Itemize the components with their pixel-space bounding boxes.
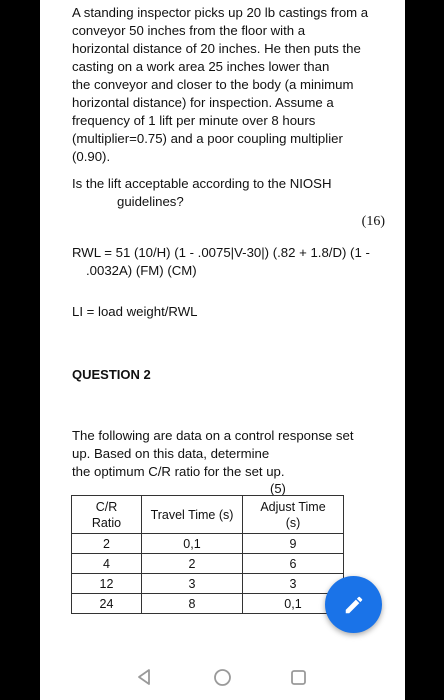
cell-travel: 0,1 [142,534,243,554]
android-navigation-bar [40,648,405,700]
text-line: RWL = 51 (10/H) (1 - .0075|V-30|) (.82 + 1.8/D) (1 - [72,245,370,260]
text-line: horizontal distance) for inspection. Assume a [72,95,334,110]
header-text: (s) [285,515,301,530]
header-adjust-time [243,496,344,534]
header-text: C/R [95,499,118,514]
cell-adjust: 3 [243,574,344,594]
cell-travel: 3 [142,574,243,594]
question1-paragraph [72,4,392,166]
back-icon[interactable] [136,668,152,686]
text-line: guidelines? [117,194,184,209]
text-line: frequency of 1 lift per minute over 8 hours [72,113,316,128]
li-formula: LI = load weight/RWL [72,304,198,319]
document-page [40,0,405,700]
cell-adjust: 0,1 [243,594,344,614]
question2-paragraph [72,427,392,481]
question2-heading: QUESTION 2 [72,367,151,382]
table-row [72,594,344,614]
cr-data-table [71,495,344,614]
edit-fab-button[interactable] [325,576,382,633]
text-line: casting on a work area 25 inches lower than [72,59,330,74]
text-line: .0032A) (FM) (CM) [86,263,197,278]
cell-cr: 2 [72,534,142,554]
cell-adjust: 9 [243,534,344,554]
text-line: A standing inspector picks up 20 lb castings from a [72,5,369,20]
rwl-formula [72,244,392,280]
home-icon[interactable] [213,668,232,687]
cell-cr: 12 [72,574,142,594]
text-line: the optimum C/R ratio for the set up. [72,464,285,479]
cell-cr: 4 [72,554,142,574]
cell-travel: 2 [142,554,243,574]
text-line: up. Based on this data, determine [72,446,270,461]
question2-marks: (5) [270,481,286,496]
table-row [72,534,344,554]
table-row [72,574,344,594]
text-line: the conveyor and closer to the body (a minimum [72,77,354,92]
table-header-row [72,496,344,534]
text-line: conveyor 50 inches from the floor with a [72,23,306,38]
cell-adjust: 6 [243,554,344,574]
text-line: The following are data on a control response set [72,428,354,443]
question1-prompt [72,175,392,211]
table-row [72,554,344,574]
header-text: Ratio [91,515,122,530]
text-line: Is the lift acceptable according to the NIOSH [72,176,332,191]
header-travel-time: Travel Time (s) [142,496,243,534]
header-text: Adjust Time [260,499,326,514]
text-line: (multiplier=0.75) and a poor coupling multiplier [72,131,343,146]
text-line: (0.90). [72,149,111,164]
pencil-icon [343,594,365,616]
cell-travel: 8 [142,594,243,614]
header-cr-ratio [72,496,142,534]
question1-marks: (16) [361,214,385,229]
cell-cr: 24 [72,594,142,614]
recents-icon[interactable] [290,669,307,686]
text-line: horizontal distance of 20 inches. He then puts the [72,41,361,56]
